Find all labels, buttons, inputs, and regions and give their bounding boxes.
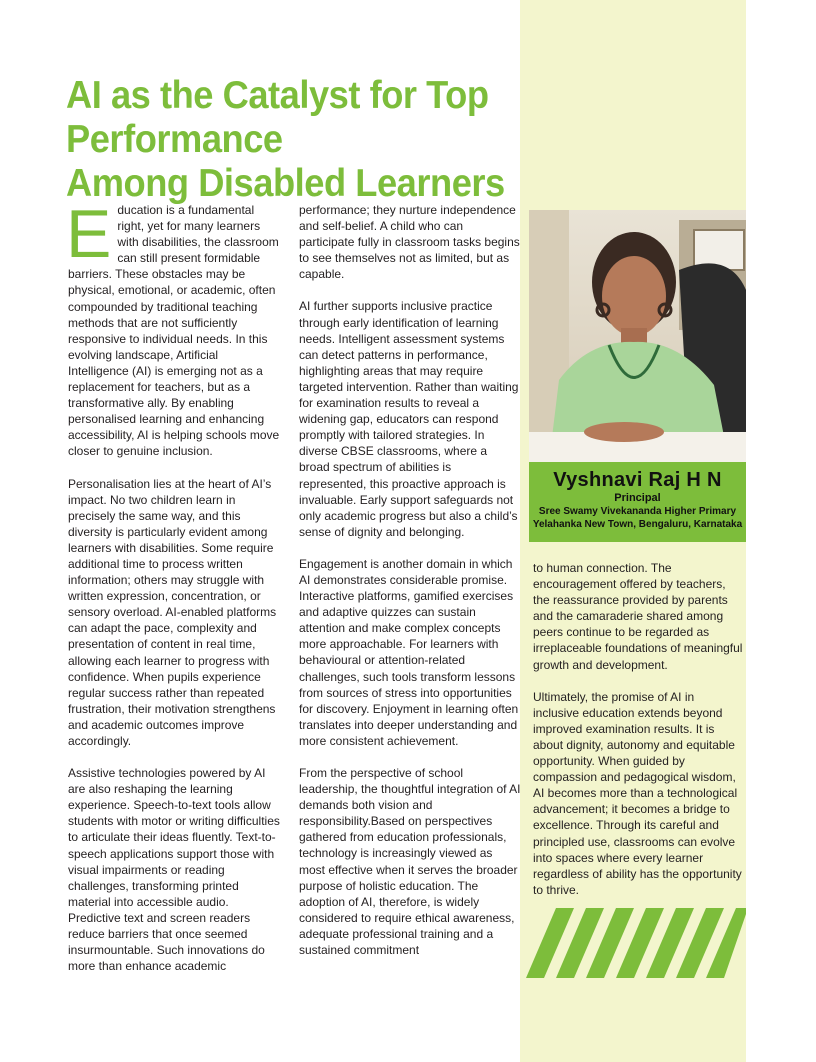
paragraph-early-identification: AI further supports inclusive practice through early identification of learning needs. Intelligent assessment systems can detect patterns in performance, highlighting areas that may require targeted intervention. Rather than waiting for examination results to reveal a widening gap, educators can respond promptly with tailored strategies. In diverse CBSE classrooms, where a broad spectrum of abilities is represented, this proactive approach is invaluable. Early support safeguards not only academic progress but also a child’s sense of dignity and belonging. bbox=[299, 299, 519, 539]
paragraph-conclusion: Ultimately, the promise of AI in inclusive education extends beyond improved examination results. It is about dignity, autonomy and equitable opportunity. When guided by compassion and pedagogical wisdom, AI becomes more than a technological advancement; it becomes a bridge to excellence. Through its careful and principled use, classrooms can evolve into spaces where every learner regardless of ability has the opportunity to thrive. bbox=[533, 689, 742, 897]
author-portrait-icon bbox=[529, 210, 746, 462]
text-column-2 bbox=[299, 202, 521, 974]
title-line-2: Among Disabled Learners bbox=[66, 162, 505, 205]
paragraph-leadership: From the perspective of school leadership, the thoughtful integration of AI demands both vision and responsibility.Based on perspectives gathered from education professionals, technology is increasingly viewed as most effective when it serves the broader purpose of holistic education. The adoption of AI, therefore, is widely considered to require ethical awareness, adequate professional training and a sustained commitment bbox=[299, 766, 521, 958]
decorative-stripes-icon bbox=[526, 908, 746, 978]
paragraph-personalisation: Personalisation lies at the heart of AI’s impact. No two children learn in precisely the same way, and this diversity is particularly evident among learners with disabilities. Some require additional time to process written information; others may struggle with written expression, concentration, or sensory overload. AI-enabled platforms can adapt the pace, complexity and presentation of content in real time, allowing each learner to progress with confidence. When pupils experience regular success rather than repeated frustration, their motivation strengthens and academic outcomes improve accordingly. bbox=[68, 476, 277, 748]
text-column-3 bbox=[533, 560, 743, 914]
author-location: Yelahanka New Town, Bengaluru, Karnataka bbox=[532, 519, 743, 530]
paragraph-engagement: Engagement is another domain in which AI demonstrates considerable promise. Interactive platforms, gamified exercises and adaptive quizzes can sustain attention and make complex concepts more approachable. For learners with behavioural or attention-related challenges, such tools transform lessons from sources of stress into opportunities for discovery. Enjoyment in learning often translates into deeper understanding and more consistent achievement. bbox=[299, 556, 519, 748]
paragraph-intro bbox=[66, 196, 282, 460]
article-title bbox=[66, 74, 698, 206]
author-school: Sree Swamy Vivekananda Higher Primary bbox=[538, 506, 737, 517]
author-role: Principal bbox=[614, 492, 661, 504]
author-photo bbox=[529, 210, 746, 462]
text-column-1 bbox=[66, 196, 282, 990]
paragraph-assistive-continued: performance; they nurture independence and self-belief. A child who can participate fully in classroom tasks begins to see themselves not as limited, but as capable. bbox=[299, 203, 520, 282]
paragraph-leadership-continued: to human connection. The encouragement offered by teachers, the reassurance provided by parents and the camaraderie shared among peers continue to be regarded as irreplaceable foundations of meaningful growth and development. bbox=[533, 561, 743, 672]
title-line-1: AI as the Catalyst for Top Performance bbox=[66, 74, 489, 161]
author-caption bbox=[529, 462, 746, 542]
paragraph-assistive: Assistive technologies powered by AI are also reshaping the learning experience. Speech-to-text tools allow students with motor or writing difficulties to articulate their ideas fluently. Text-to-speech applications support those with visual impairments or reading challenges, transforming printed material into accessible audio. Predictive text and screen readers reduce barriers that once seemed insurmountable. Such innovations do more than enhance academic bbox=[68, 766, 280, 974]
paragraph-intro-text: ducation is a fundamental right, yet for many learners with disabilities, the classroom can still present formidable barriers. These obstacles may be physical, emotional, or academic, often compounded by traditional teaching methods that are not sufficiently responsive to individual needs. In this evolving landscape, Artificial Intelligence (AI) is emerging not as a replacement for teachers, but as a transformative ally. By enabling personalised learning and enhancing accessibility, AI is helping schools move closer to genuine inclusion. bbox=[68, 203, 280, 459]
author-name: Vyshnavi Raj H N bbox=[553, 469, 722, 491]
drop-cap: E bbox=[66, 196, 112, 272]
